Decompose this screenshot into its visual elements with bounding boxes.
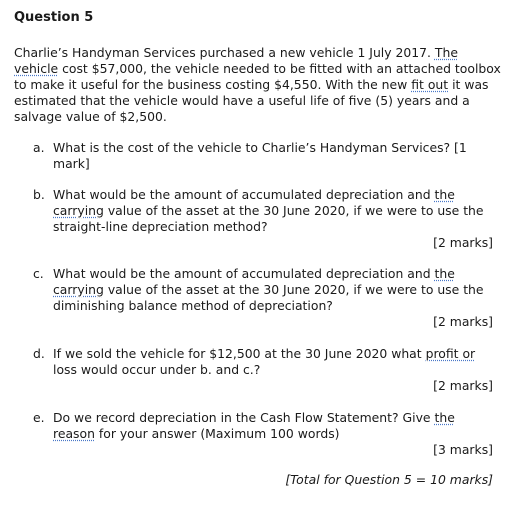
question-title: Question 5 — [14, 10, 94, 25]
question-intro — [14, 45, 504, 125]
text-run: What would be the amount of accumulated depreciation and — [53, 266, 435, 281]
text-run: Do we record depreciation in the Cash Flow Statement? Give — [53, 410, 435, 425]
question-e-marks: [3 marks] — [433, 442, 493, 457]
question-a — [33, 140, 493, 172]
text-run: value of the asset at the 30 June 2020, if we were to use the diminishing balance method of depreciation? — [53, 282, 484, 313]
question-total: [Total for Question 5 = 10 marks] — [285, 472, 493, 487]
question-c — [33, 266, 493, 330]
question-a-text — [53, 140, 467, 171]
underlined-text: fit out — [411, 77, 449, 92]
text-run: cost $57,000, the vehicle needed to be fitted with an attached toolbox to make it useful for the business costing $4,550. With the new — [14, 61, 501, 92]
question-d-marks: [2 marks] — [433, 378, 493, 393]
question-b-marks: [2 marks] — [433, 235, 493, 250]
question-b-label: b. — [33, 187, 45, 202]
question-c-marks: [2 marks] — [433, 314, 493, 329]
question-a-label: a. — [33, 140, 45, 155]
text-run: Charlie’s Handyman Services purchased a new vehicle 1 July 2017. — [14, 45, 435, 60]
question-d-text — [53, 346, 475, 377]
question-e-text — [53, 410, 455, 441]
underlined-text: the reason — [53, 410, 455, 441]
text-run: If we sold the vehicle for $12,500 at the 30 June 2020 what — [53, 346, 426, 361]
question-d — [33, 346, 493, 394]
question-c-label: c. — [33, 266, 44, 281]
question-d-label: d. — [33, 346, 45, 361]
text-run: What would be the amount of accumulated depreciation and — [53, 187, 435, 202]
question-b — [33, 187, 493, 251]
underlined-text: the carrying — [53, 266, 455, 297]
text-run: What is the cost of the vehicle to Charlie’s Handyman Services? [1 mark] — [53, 140, 467, 171]
underlined-text: profit or — [425, 346, 476, 361]
question-c-text — [53, 266, 484, 313]
text-run: loss would occur under b. and c.? — [53, 362, 261, 377]
underlined-text: The vehicle — [14, 45, 458, 76]
underlined-text: the carrying — [53, 187, 455, 218]
question-e — [33, 410, 493, 458]
text-run: value of the asset at the 30 June 2020, if we were to use the straight-line depreciation method? — [53, 203, 484, 234]
text-run: it was estimated that the vehicle would have a useful life of five (5) years and a salvage value of $2,500. — [14, 77, 489, 124]
question-b-text — [53, 187, 484, 234]
text-run: for your answer (Maximum 100 words) — [94, 426, 340, 441]
question-e-label: e. — [33, 410, 45, 425]
